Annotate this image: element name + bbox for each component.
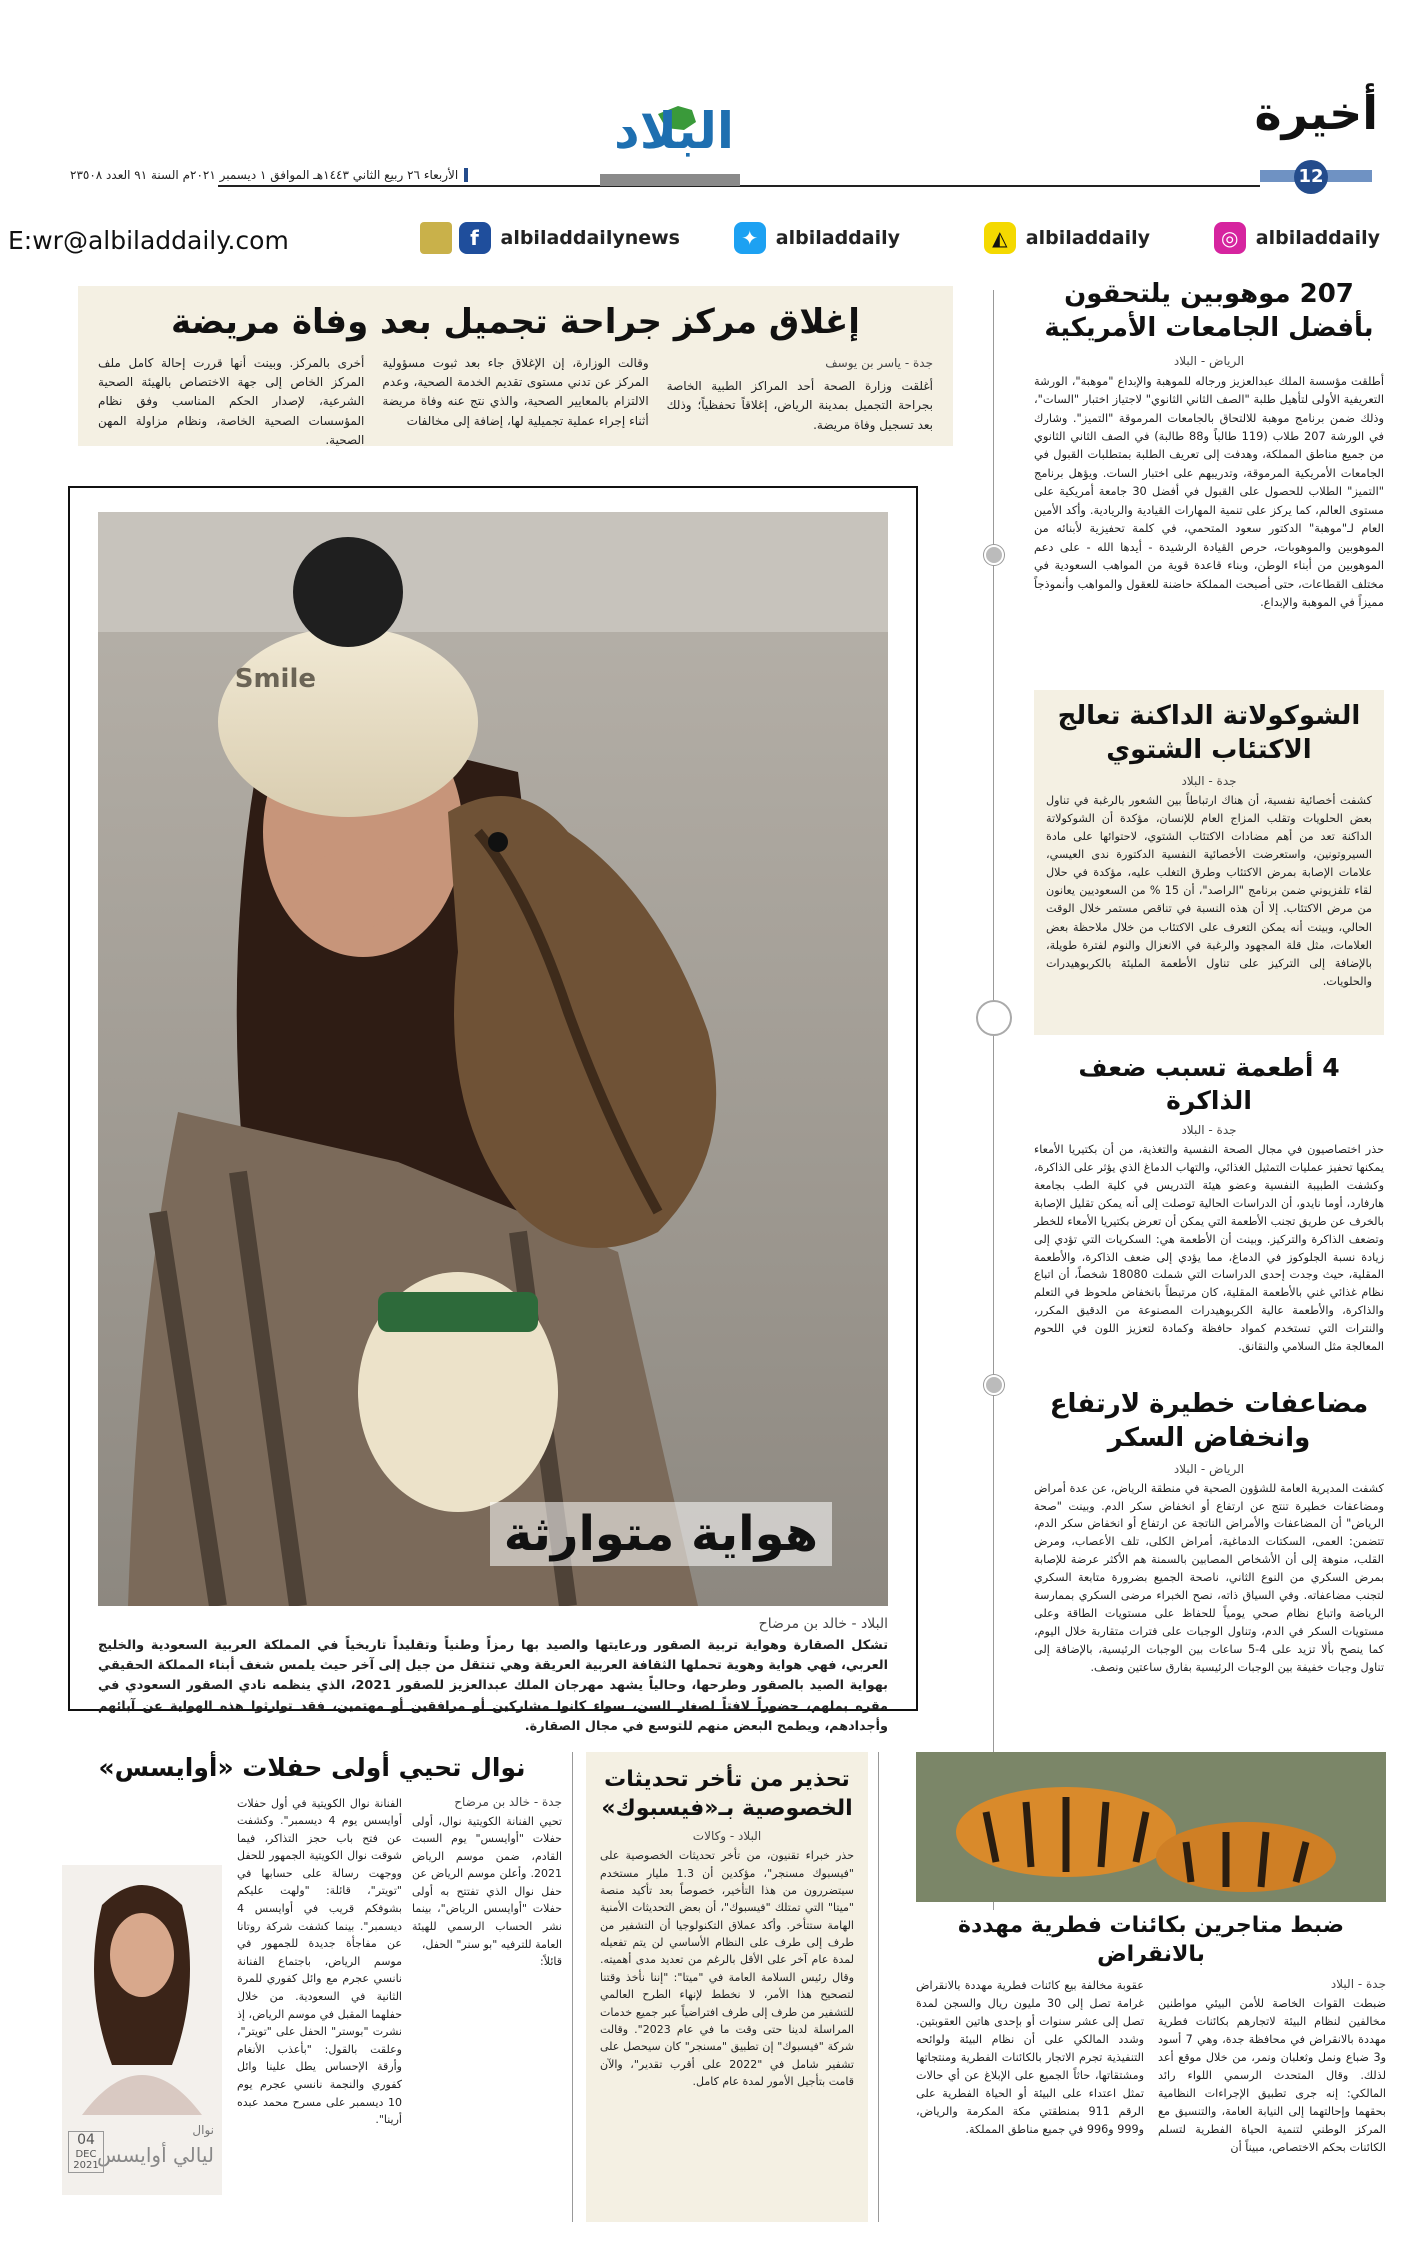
- photo-title: هواية متوارثة: [490, 1502, 832, 1566]
- article-headline: ضبط متاجرين بكائنات فطرية مهددة بالانقراض: [916, 1912, 1386, 1969]
- article-byline: الرياض - البلاد: [1173, 353, 1245, 368]
- snapchat-icon: ◭: [984, 222, 1016, 254]
- snapchat-handle: albiladdaily: [1025, 227, 1150, 249]
- twitter-handle: albiladdaily: [775, 227, 900, 249]
- qr-code-icon: [420, 222, 452, 254]
- twitter-link[interactable]: [734, 222, 900, 254]
- newspaper-logo[interactable]: [600, 96, 740, 186]
- snapchat-link[interactable]: [984, 222, 1150, 254]
- photo-byline: البلاد - خالد بن مرضاح: [758, 1616, 888, 1632]
- article-body-right: ضبطت القوات الخاصة للأمن البيئي مواطنين مخالفين لنظام البيئة لاتجارهم بكائنات فطرية مهددة بالانقراض في محافظة جدة، وهي 7 أسود و3 ضباع ونمل وثعلبان ونمر، من خلال موقع أعد لذلك. وقال المتحدث الرسمي اللواء رائد المالكي: إنه جرى تطبيق الإجراءات النظامية بحقهما وإحالتهما إلى النيابة العامة، والتنسيق مع المركز الوطني لتنمية الحياة الفطرية لتسلم الكائنات بحكم الاختصاص، مبيناً أن: [1158, 1997, 1387, 2154]
- article-byline: جدة - البلاد: [1330, 1977, 1386, 1992]
- article-quote: قائلاً:: [540, 1955, 562, 1969]
- article-body: حذر خبراء تقنيون، من تأخر تحديثات الخصوصية على "فيسبوك مسنجر"، مؤكدين أن 1.3 مليار مستخدم سيتضررون من هذا التأخير، خصوصاً بعد تأكيد منصة "ميتا" التي تمتلك "فيسبوك"، أن بعض التحديثات الأمنية الهامة ستتأخر. وأكد عملاق التكنولوجيا أن التشفير من طرف إلى طرف على النظام الأساسي لن يتم تفعيله لمدة عام آخر على الأقل بالرغم من تعديد مدى أهميته. وقال رئيس السلامة العامة في "ميتا": "إننا نأخذ وقتنا لتصحيح هذا الأمر، لا نخطط لإنهاء الطرح العالمي للتشفير من طرف إلى طرف افتراضياً عبر جميع خدمات المراسلة لدينا حتى وقت ما في عام 2023". وقالت شركة "فيسبوك" إن تطبيق "مسنجر" كان سيحصل على تشفير شامل في "2022 على أقرب تقدير"، والآن قامت بتأجيل الأمور لمدة عام كامل.: [600, 1849, 854, 2089]
- poster-date-year: 2021: [73, 2160, 99, 2171]
- photo-illustration: [98, 512, 888, 1606]
- article-headline: الشوكولاتة الداكنة تعالج الاكتئاب الشتوي: [1057, 701, 1361, 765]
- separator-dot: [984, 545, 1004, 565]
- article-gifted-students: [1034, 278, 1384, 678]
- hat-text: Smile: [234, 664, 316, 694]
- article-headline: تحذير من تأخر تحديثات الخصوصية بـ«فيسبوك»: [601, 1767, 853, 1821]
- article-body: حذر اختصاصيون في مجال الصحة النفسية والتغذية، من أن بكتيريا الأمعاء يمكنها تحفيز عمليات التمثيل الغذائي، والتهاب الدماغ الذي يؤثر على الذاكرة، وكشفت الطبيبة النفسية وعضو هيئة التدريس في كلية الطب بجامعة هارفارد، أوما نايدو، أن الدراسات الحالية توصلت إلى أنه يمكن تقليل الإصابة بالخرف عن طريق تجنب الأطعمة التي يمكن أن تعرض بكتيريا الأمعاء للخطر وتضعف الذاكرة والتركيز. وبينت أن الأطعمة هي: السكريات التي تؤدي إلى زيادة نسبة الجلوكوز في الدماغ، مما يؤدي إلى ضعف الذاكرة، والأطعمة المقلية، حيث وجدت إحدى الدراسات التي شملت 18080 شخصاً، أن اتباع نظام غذائي غني بالأطعمة المقلية، كان مرتبطاً بانخفاض ملحوظ في التعلم والذاكرة، والأطعمة عالية الكربوهيدرات المصنوعة من الدقيق المكرر، والنترات التي تستخدم كمواد حافظة وكمادة لتعزيز اللون في اللحوم المعالجة مثل السلامي والنقانق.: [1034, 1143, 1385, 1354]
- article-headline: 207 موهوبين يلتحقون بأفضل الجامعات الأمريكية: [1044, 279, 1374, 343]
- photo-caption-block: [98, 1616, 888, 1737]
- tiger-illustration: [916, 1752, 1386, 1902]
- poster-date-month: DEC: [75, 2148, 97, 2160]
- article-body-left: الفنانة نوال الكويتية في أول حفلات أوايسس يوم 4 ديسمبر". وكشفت عن فتح باب حجز التذاكر، فيما شوقت نوال الكويتية الجمهور للحفل ووجهت رسالة على حسابها في "تويتر"، قائلة: "ولهت عليكم بشوفكم قريب في أوايسس 4 ديسمبر". بينما كشفت شركة روتانا عن مفاجأة جديدة للجمهور في موسم الرياض، باجتماع الفنانة نانسي عجرم مع وائل كفوري للمرة الثانية في السعودية. من خلال حفلهما المقبل في موسم الرياض، إذ نشرت "بوستر" الحفل على "تويتر"، وعلقت بالقول: "بأعذب الأنغام وأرقة الإحساس يطل علينا وائل كفوري والنجمة نانسي عجرم يوم 10 ديسمبر على مسرح محمد عبده أرينا".: [237, 1796, 402, 2127]
- column-separator: [572, 1752, 573, 2222]
- article-body: أطلقت مؤسسة الملك عبدالعزيز ورجاله للموهبة والإبداع "موهبة"، الورشة التعريفية الأولى لتأهيل طلبة "الصف الثاني الثانوي" لاجتياز اختبار "السات"، وذلك ضمن برنامج موهبة للالتحاق بالجامعات المرموقة "التميز". وشارك في الورشة 207 طلاب (119 طالباً و88 طالبة) في الصف الثاني الثانوي من جميع مناطق المملكة، وهدفت إلى تعريف الطلبة بمتطلبات القبول في الجامعات الأمريكية المرموقة، وتدريبهم على اختبار السات. ويؤهل برنامج "التميز" الطلاب للحصول على القبول في أفضل 30 جامعة أمريكية على مستوى العالم، كما يركز على تنمية المهارات القيادية والريادية. وأكد الأمين العام لـ"موهبة" الدكتور سعود المتحمي، في كلمة تحفيزية لأبنائه من الموهوبين والموهوبات، حرص القيادة الرشيدة - أيدها الله - على دعم الموهوبين من أبناء الوطن، وبناء قاعدة قوية من المواهب السعودية في مختلف القطاعات، حتى أصبحت المملكة حاضنة للعقول والمواهب وأنموذجاً مميزاً في الموهبة والإبداع.: [1034, 373, 1384, 610]
- instagram-icon: ◎: [1214, 222, 1246, 254]
- instagram-handle: albiladdaily: [1255, 227, 1380, 249]
- article-body-left: عقوبة مخالفة بيع كائنات فطرية مهددة بالانقراض غرامة تصل إلى 30 مليون ريال والسجن لمدة تصل إلى عشر سنوات أو بإحدى هاتين العقوبتين. وشدد المالكي على أن نظام البيئة ولوائحه التنفيذية تجرم الاتجار بالكائنات الفطرية ومنتجاتها ومشتقاتها، حاثاً الجميع على الإبلاغ عن أي حالات تمثل اعتداء على البيئة أو الحياة الفطرية على الرقم 911 بمنطقتي مكة المكرمة والرياض، و999 و996 في جميع مناطق المملكة.: [916, 1979, 1145, 2136]
- article-headline: نوال تحيي أولى حفلات «أوايسس»: [98, 1753, 526, 1782]
- top-story: [78, 286, 953, 446]
- column-separator: [993, 290, 994, 1910]
- tiger-photo[interactable]: [916, 1752, 1386, 1902]
- top-story-byline: جدة - ياسر بن يوسف: [825, 356, 933, 370]
- article-body-right: تحيي الفنانة الكويتية نوال، أولى حفلات "أوايسس" يوم السبت القادم، ضمن موسم الرياض 2021. وأعلن موسم الرياض عن حفل نوال الذي تفتتح به أولى حفلات "أوايسس الرياض"، بينما نشر الحساب الرسمي للهيئة العامة للترفيه "بو سنر" الحفل،: [412, 1814, 562, 1951]
- section-title: أخيرة: [1254, 86, 1378, 140]
- singer-portrait: [62, 1865, 222, 2115]
- logo-text: البلاد: [614, 102, 734, 160]
- article-byline: البلاد - وكالات: [692, 1829, 762, 1844]
- article-headline: 4 أطعمة تسبب ضعف الذاكرة: [1078, 1053, 1340, 1115]
- article-headline: مضاعفات خطيرة لارتفاع وانخفاض السكر: [1049, 1389, 1369, 1453]
- article-dark-chocolate: [1034, 690, 1384, 1035]
- article-body: كشفت المديرية العامة للشؤون الصحية في منطقة الرياض، عن عدة أمراض ومضاعفات خطيرة تنتج عن ارتفاع أو انخفاض سكر الدم. وبينت "صحة الرياض" أن المضاعفات والأمراض الناتجة عن ارتفاع أو انخفاض سكر الدم، تتضمن: العمى، السكتات الدماغية، أمراض الكلى، تلف الأعصاب، ومرض القلب، منوهة إلى أن الأشخاص المصابين بالسمنة هم الأكثر عرضة للإصابة بمرض السكري من النوع الثاني، ناصحة الجميع بضرورة متابعة السكري لتجنب مضاعفاته. وفي السياق ذاته، نصح الخبراء مرضى السكري بممارسة الرياضة واتباع نظام صحي يومياً للحفاظ على مستويات الطاقة وعلى مستويات السكر في الدم، وتناول الوجبات على فترات متقاربة خلال اليوم، كما ينصح بألا تزيد على 4-5 ساعات بين الوجبات الرئيسية، بالإضافة إلى تناول وجبات خفيفة بين الوجبات الرئيسية بفارق ساعتين ونصف.: [1034, 1481, 1384, 1674]
- top-story-headline: إغلاق مركز جراحة تجميل بعد وفاة مريضة: [171, 302, 860, 342]
- article-byline: جدة - البلاد: [1181, 1123, 1237, 1137]
- poster-artist: نوال: [192, 2122, 214, 2137]
- top-story-col1: أغلقت وزارة الصحة أحد المراكز الطبية الخاصة بجراحة التجميل بمدينة الرياض، إغلاقاً تحفظياً؛ وذلك بعد تسجيل وفاة مريضة.: [666, 379, 933, 432]
- facebook-handle: albiladdailynews: [500, 227, 680, 249]
- page-number: 12: [1294, 160, 1328, 194]
- article-byline: الرياض - البلاد: [1173, 1461, 1245, 1476]
- falcon-girl-photo[interactable]: [98, 512, 888, 1606]
- concert-poster[interactable]: [62, 1865, 222, 2195]
- logo-base: [600, 174, 740, 186]
- article-facebook-privacy: [586, 1752, 868, 2222]
- article-body: كشفت أخصائية نفسية، أن هناك ارتباطاً بين الشعور بالرغبة في تناول بعض الحلويات وتقلب المزاج العام للإنسان، مؤكدة أن الشوكولاتة الداكنة تعد من أهم مضادات الاكتئاب الشتوي، لاحتوائها على مادة السيروتونين، واستعرضت الأخصائية النفسية الدكتورة ندى العيسي، علامات الإصابة بمرض الاكتئاب وطرق التغلب عليه، مؤكدة في حلال لقاء تلفزيوني ضمن برنامج "الراصد"، أن 15 % من السعوديين يعانون من مرض الاكتئاب. إلا أن هذه النسبة في تناقص مستمر خلال الوقت الحالي، وبينت أنه يمكن التعرف على الاكتئاب من خلال ملاحظة بعض العلامات، مثل قلة المجهود والرغبة في الانعزال والنوم لفترة طويلة، بالإضافة إلى التركيز على تناول الأطعمة المليئة بالكربوهيدرات والحلويات.: [1046, 793, 1372, 988]
- article-nawal-concert: [62, 1752, 562, 2222]
- twitter-icon: ✦: [734, 222, 766, 254]
- facebook-icon: f: [459, 222, 491, 254]
- article-diabetes: [1034, 1388, 1384, 1718]
- top-story-col2: وقالت الوزارة، إن الإغلاق جاء بعد ثبوت مسؤولية المركز عن تدني مستوى تقديم الخدمة الصحية، وعدم الالتزام بالمعايير الصحية، والذي نتج عنه وفاة مريضة أثناء إجراء عملية تجميلية لها، إضافة إلى مخالفات: [382, 356, 649, 428]
- article-wildlife-trafficking: [916, 1752, 1386, 2222]
- photo-caption: تشكل الصقارة وهواية تربية الصقور ورعايتها والصيد بها رمزاً وطنياً وتقليداً تاريخياً في المملكة العربية السعودية والخليج العربي، فهي هواية وهوية تحملها الثقافة العربية العريقة وهي تنتقل من جيل إلى آخر حيث يلمس شغف أبناء المملكة الحقيقي بهواية الصيد بالصقور وطرحها، وحالياً يشهد مهرجان الملك عبدالعزيز للصقور 2021، الذي ينظمه نادي الصقور السعودي في مقره بملهم، حضوراً لافتاً لصغار السن، سواء كانوا مشاركين أو مرافقين أو مهتمين، فقد توارثوا هذه الهواية عن آبائهم وأجدادهم، ويطمح البعض منهم للتوسع في مجال الصقارة.: [98, 1638, 888, 1734]
- article-memory-foods: [1034, 1052, 1384, 1372]
- top-story-col3: أخرى بالمركز. وبينت أنها قررت إحالة كامل ملف المركز الخاص إلى جهة الاختصاص بالهيئة الصحية الشرعية، لإصدار الحكم المناسب وفق نظام المؤسسات الصحية الخاصة، ونظام مزاولة المهن الصحية.: [98, 356, 365, 447]
- article-byline: جدة - البلاد: [1181, 773, 1237, 788]
- separator-dot: [984, 1375, 1004, 1395]
- poster-title: ليالي أوايسس: [96, 2142, 214, 2167]
- poster-date-day: 04: [77, 2132, 95, 2149]
- facebook-link[interactable]: [459, 222, 681, 254]
- dateline: الأربعاء ٢٦ ربيع الثاني ١٤٤٣هـ الموافق ١ ديسمبر ٢٠٢١م السنة ٩١ العدد ٢٣٥٠٨: [70, 168, 468, 182]
- email-address[interactable]: E:wr@albiladdaily.com: [8, 226, 289, 255]
- separator-ring: [976, 1000, 1012, 1036]
- column-separator: [878, 1752, 879, 2222]
- poster-date: [68, 2131, 104, 2172]
- photo-story: [68, 486, 918, 1734]
- article-byline: جدة - خالد بن مرضاح: [454, 1794, 562, 1809]
- instagram-link[interactable]: [1214, 222, 1380, 254]
